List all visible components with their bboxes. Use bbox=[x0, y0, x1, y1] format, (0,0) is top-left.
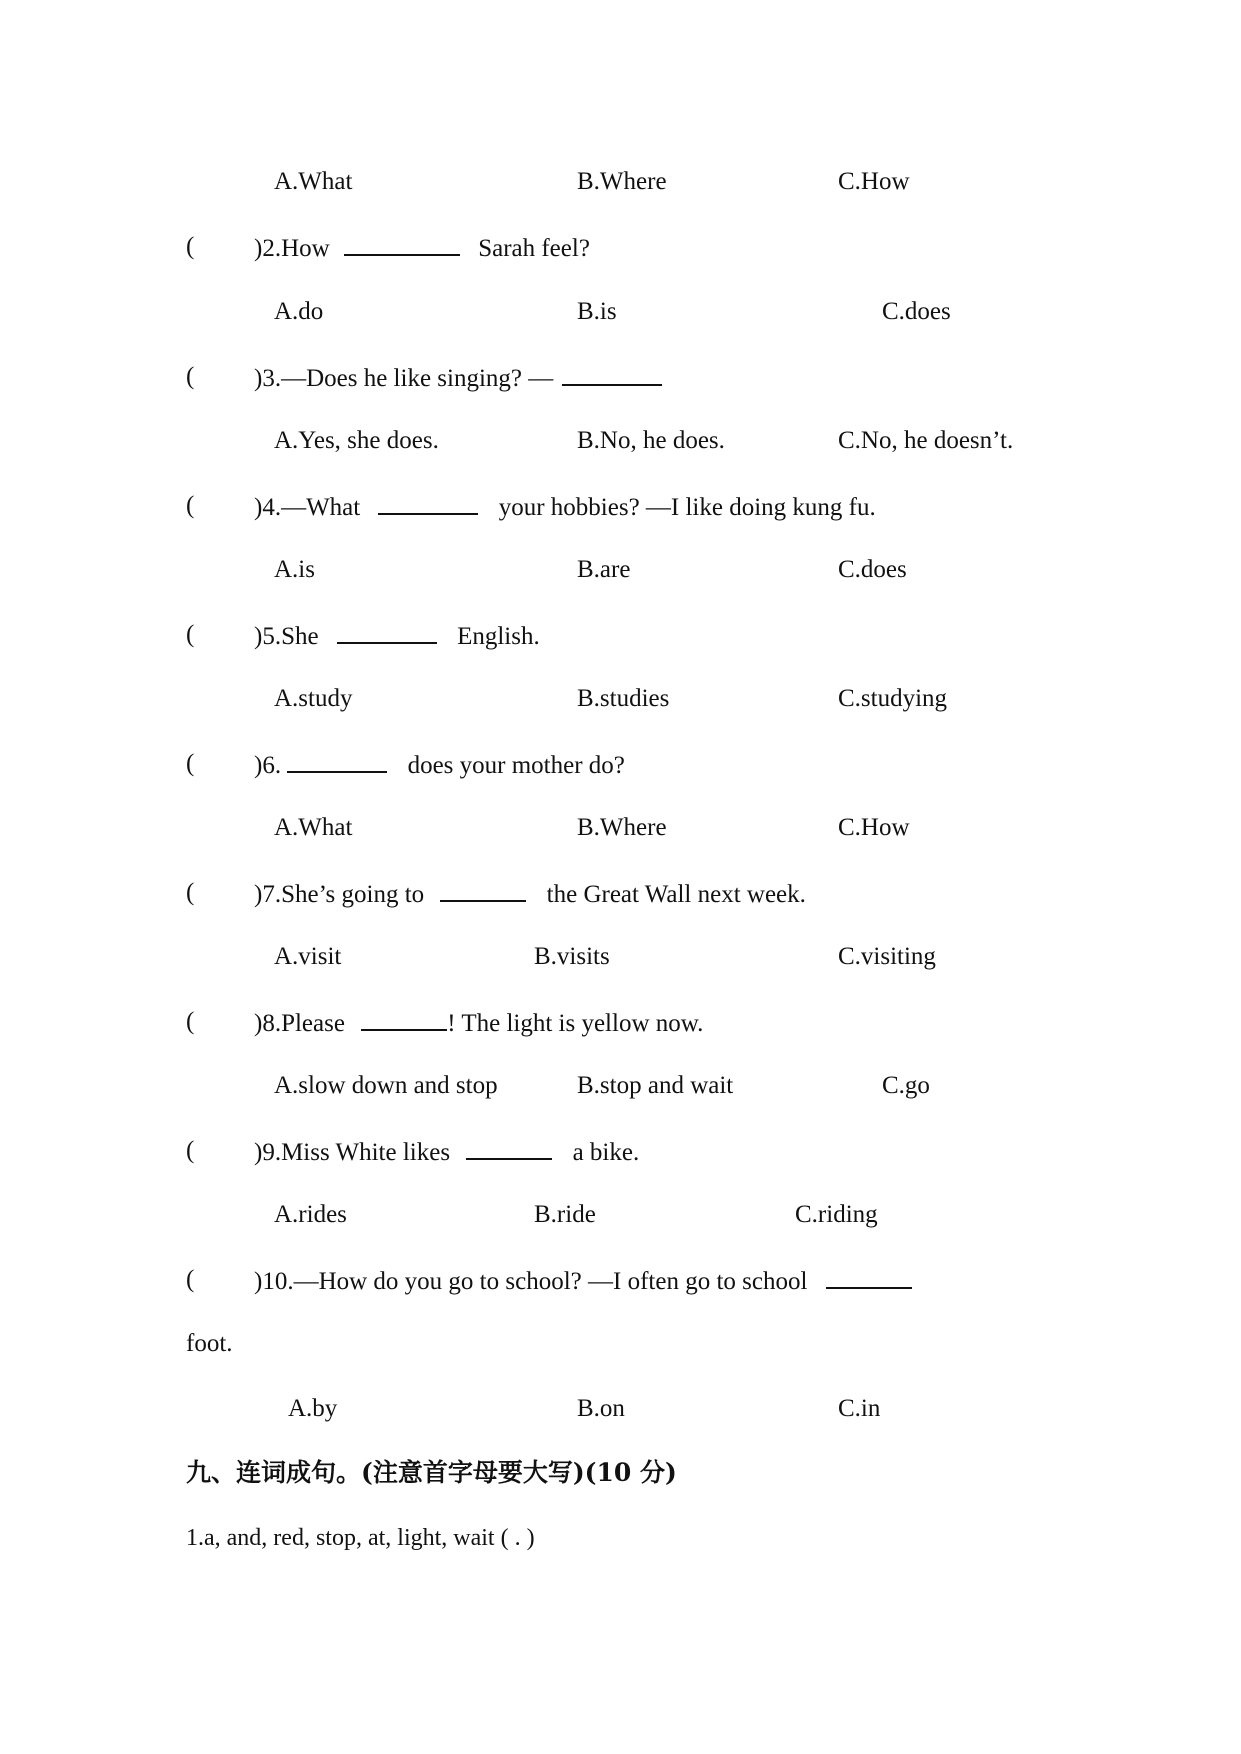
question-text: )3.—Does he like singing? — bbox=[254, 365, 554, 392]
q4-option-c: C.does bbox=[838, 556, 907, 583]
q10-option-b: B.on bbox=[577, 1395, 625, 1422]
q1-option-c: C.How bbox=[838, 168, 910, 195]
answer-blank[interactable] bbox=[562, 362, 662, 386]
question-5-stem bbox=[254, 620, 540, 652]
answer-blank[interactable] bbox=[344, 232, 460, 256]
answer-blank[interactable] bbox=[287, 749, 387, 773]
answer-paren: ( bbox=[186, 233, 195, 260]
question-text: )7.She’s going to bbox=[254, 881, 425, 908]
q10-option-a: A.by bbox=[288, 1395, 338, 1422]
question-text: ! The light is yellow now. bbox=[447, 1010, 704, 1037]
q7-option-c: C.visiting bbox=[838, 943, 936, 970]
q7-option-a: A.visit bbox=[274, 943, 342, 970]
q6-option-c: C.How bbox=[838, 814, 910, 841]
question-4-stem bbox=[254, 491, 876, 523]
question-text: a bike. bbox=[572, 1139, 640, 1166]
q9-option-a: A.rides bbox=[274, 1201, 347, 1228]
section-9-heading: 九、连词成句。(注意首字母要大写)(10 分) bbox=[186, 1458, 677, 1487]
question-2-stem bbox=[254, 232, 590, 264]
q9-option-c: C.riding bbox=[795, 1201, 878, 1228]
q2-option-c: C.does bbox=[882, 298, 951, 325]
answer-paren: ( bbox=[186, 879, 195, 906]
answer-paren: ( bbox=[186, 750, 195, 777]
q7-option-b: B.visits bbox=[534, 943, 610, 970]
answer-blank[interactable] bbox=[378, 491, 478, 515]
q8-option-b: B.stop and wait bbox=[577, 1072, 734, 1099]
q4-option-b: B.are bbox=[577, 556, 631, 583]
question-text: )8.Please bbox=[254, 1010, 345, 1037]
q2-option-b: B.is bbox=[577, 298, 617, 325]
answer-paren: ( bbox=[186, 1008, 195, 1035]
q1-option-b: B.Where bbox=[577, 168, 667, 195]
question-9-stem bbox=[254, 1136, 639, 1168]
answer-paren: ( bbox=[186, 1266, 195, 1293]
q8-option-c: C.go bbox=[882, 1072, 930, 1099]
q1-option-a: A.What bbox=[274, 168, 353, 195]
answer-paren: ( bbox=[186, 363, 195, 390]
question-10-stem bbox=[254, 1265, 912, 1297]
question-10-continuation: foot. bbox=[186, 1330, 233, 1357]
q5-option-a: A.study bbox=[274, 685, 353, 712]
q10-option-c: C.in bbox=[838, 1395, 881, 1422]
question-text: )5.She bbox=[254, 623, 319, 650]
answer-blank[interactable] bbox=[826, 1265, 912, 1289]
question-text: does your mother do? bbox=[407, 752, 625, 779]
question-text: Sarah feel? bbox=[478, 235, 590, 262]
q2-option-a: A.do bbox=[274, 298, 324, 325]
answer-blank[interactable] bbox=[361, 1007, 447, 1031]
question-6-stem bbox=[254, 749, 625, 781]
answer-blank[interactable] bbox=[466, 1136, 552, 1160]
question-7-stem bbox=[254, 878, 806, 910]
answer-paren: ( bbox=[186, 621, 195, 648]
answer-blank[interactable] bbox=[337, 620, 437, 644]
question-text: English. bbox=[457, 623, 540, 650]
q3-option-c: C.No, he doesn’t. bbox=[838, 427, 1014, 454]
answer-paren: ( bbox=[186, 1137, 195, 1164]
question-text: )6. bbox=[254, 752, 282, 779]
q4-option-a: A.is bbox=[274, 556, 315, 583]
question-text: )2.How bbox=[254, 235, 330, 262]
question-text: the Great Wall next week. bbox=[546, 881, 806, 908]
q3-option-b: B.No, he does. bbox=[577, 427, 725, 454]
q5-option-c: C.studying bbox=[838, 685, 948, 712]
question-8-stem bbox=[254, 1007, 703, 1039]
question-text: )10.—How do you go to school? —I often go to school bbox=[254, 1268, 808, 1295]
section-9-item-1: 1.a, and, red, stop, at, light, wait ( . ) bbox=[186, 1525, 535, 1551]
q3-option-a: A.Yes, she does. bbox=[274, 427, 439, 454]
q6-option-a: A.What bbox=[274, 814, 353, 841]
q5-option-b: B.studies bbox=[577, 685, 670, 712]
answer-paren: ( bbox=[186, 492, 195, 519]
question-text: )4.—What bbox=[254, 494, 361, 521]
q6-option-b: B.Where bbox=[577, 814, 667, 841]
question-text: )9.Miss White likes bbox=[254, 1139, 451, 1166]
answer-blank[interactable] bbox=[440, 878, 526, 902]
question-3-stem bbox=[254, 362, 662, 394]
q9-option-b: B.ride bbox=[534, 1201, 596, 1228]
question-text: your hobbies? —I like doing kung fu. bbox=[498, 494, 876, 521]
q8-option-a: A.slow down and stop bbox=[274, 1072, 498, 1099]
